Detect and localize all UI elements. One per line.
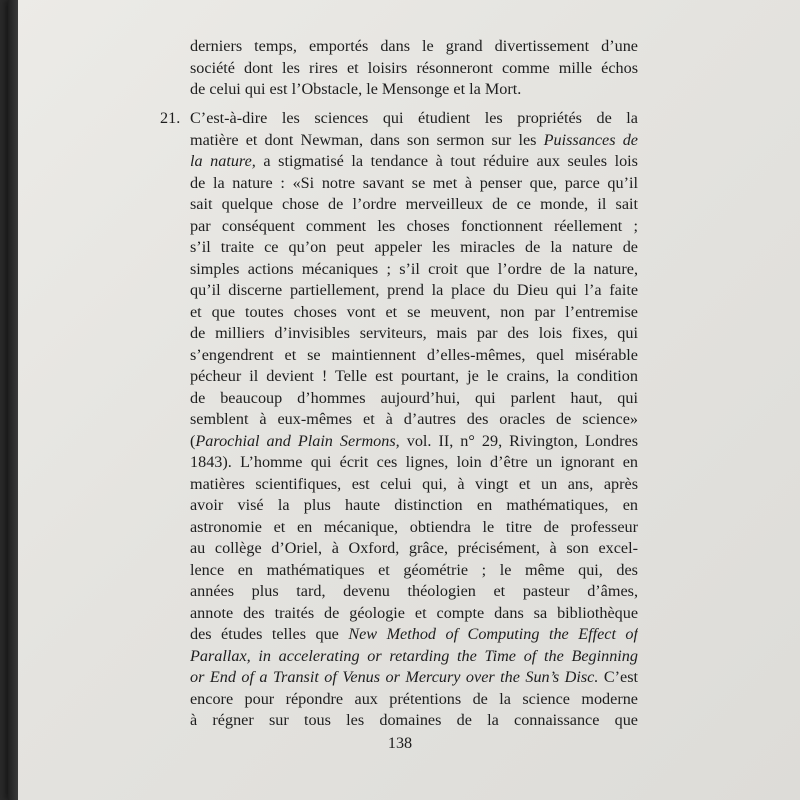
- text-line: des études telles que New Method of Computing the Effect of: [190, 625, 638, 643]
- text-line: années plus tard, devenu théologien et pasteur d’âmes,: [190, 582, 638, 600]
- text-line: semblent à eux-mêmes et à d’autres des oracles de science»: [190, 410, 638, 428]
- text-line: matières scientifiques, est celui qui, à vingt et un ans, après: [190, 474, 638, 493]
- text-line: de celui qui est l’Obstacle, le Mensonge et la Mort.: [190, 80, 522, 98]
- text-line: s’engendrent et se maintiennent d’elles-mêmes, quel misérable: [190, 345, 638, 364]
- top-paragraph: [190, 36, 638, 101]
- text-line: la nature, a stigmatisé la tendance à tout réduire aux seules lois: [190, 152, 638, 170]
- text-line: avoir visé la plus haute distinction en mathématiques, en: [190, 496, 638, 514]
- text-line: pécheur il devient ! Telle est pourtant, je le crains, la condition: [190, 367, 638, 385]
- text-line: (Parochial and Plain Sermons, vol. II, n° 29, Rivington, Londres: [190, 431, 638, 450]
- note-number: 21.: [160, 109, 181, 127]
- book-spine: [8, 0, 18, 800]
- text-line: qu’il discerne partiellement, prend la place du Dieu qui l’a faite: [190, 281, 638, 299]
- italic-title: Parochial and Plain Sermons,: [195, 431, 400, 450]
- text-line: encore pour répondre aux prétentions de la science moderne: [190, 689, 638, 708]
- text-line: 1843). L’homme qui écrit ces lignes, loin d’être un ignorant en: [190, 453, 638, 471]
- italic-title: New Method of Computing the Effect of: [348, 625, 638, 643]
- text-line: sait quelque chose de l’ordre merveilleux de ce monde, il sait: [190, 195, 638, 213]
- page-number: 138: [387, 734, 413, 752]
- italic-title: or: [190, 668, 205, 686]
- text-line: [190, 646, 638, 668]
- text-line: au collège d’Oriel, à Oxford, grâce, précisément, à son excel-: [190, 539, 638, 557]
- text-line: à régner sur tous les domaines de la connaissance que: [190, 711, 638, 729]
- text-line: de la nature : «Si notre savant se met à penser que, parce qu’il: [190, 173, 638, 192]
- text-line: derniers temps, emportés dans le grand divertissement d’une: [190, 37, 638, 55]
- text-line: par conséquent comment les choses fonctionnent réellement ;: [190, 216, 638, 235]
- text-line: C’est-à-dire les sciences qui étudient les propriétés de la: [190, 109, 638, 127]
- italic-title: la nature,: [190, 152, 256, 170]
- note-paragraph: [190, 108, 638, 732]
- text-line: astronomie et en mécanique, obtiendra le titre de professeur: [190, 517, 638, 536]
- italic-title: Parallax, in accelerating or retarding the Time of the Beginning: [190, 646, 638, 665]
- text-line: de beaucoup d’hommes aujourd’hui, qui parlent haut, qui: [190, 388, 638, 407]
- text-line: matière et dont Newman, dans son sermon sur les Puissances de: [190, 130, 638, 149]
- text-line: annote des traités de géologie et compte dans sa bibliothèque: [190, 603, 638, 622]
- text-line: or End of a Transit of Venus or Mercury over the Sun’s Disc. C’est: [190, 668, 638, 686]
- text-line: société dont les rires et loisirs résonneront comme mille échos: [190, 58, 638, 77]
- text-line: s’il traite ce qu’on peut appeler les miracles de la nature de: [190, 238, 638, 256]
- italic-title: End of a Transit of Venus or Mercury over the Sun’s Disc.: [209, 668, 599, 686]
- text-line: de milliers d’invisibles serviteurs, mais par des lois fixes, qui: [190, 324, 638, 342]
- text-line: simples actions mécaniques ; s’il croit que l’ordre de la nature,: [190, 259, 638, 278]
- italic-title: Puissances de: [543, 130, 638, 149]
- text-line: lence en mathématiques et géométrie ; le même qui, des: [190, 560, 638, 579]
- text-line: et que toutes choses vont et se meuvent, non par l’entremise: [190, 302, 638, 321]
